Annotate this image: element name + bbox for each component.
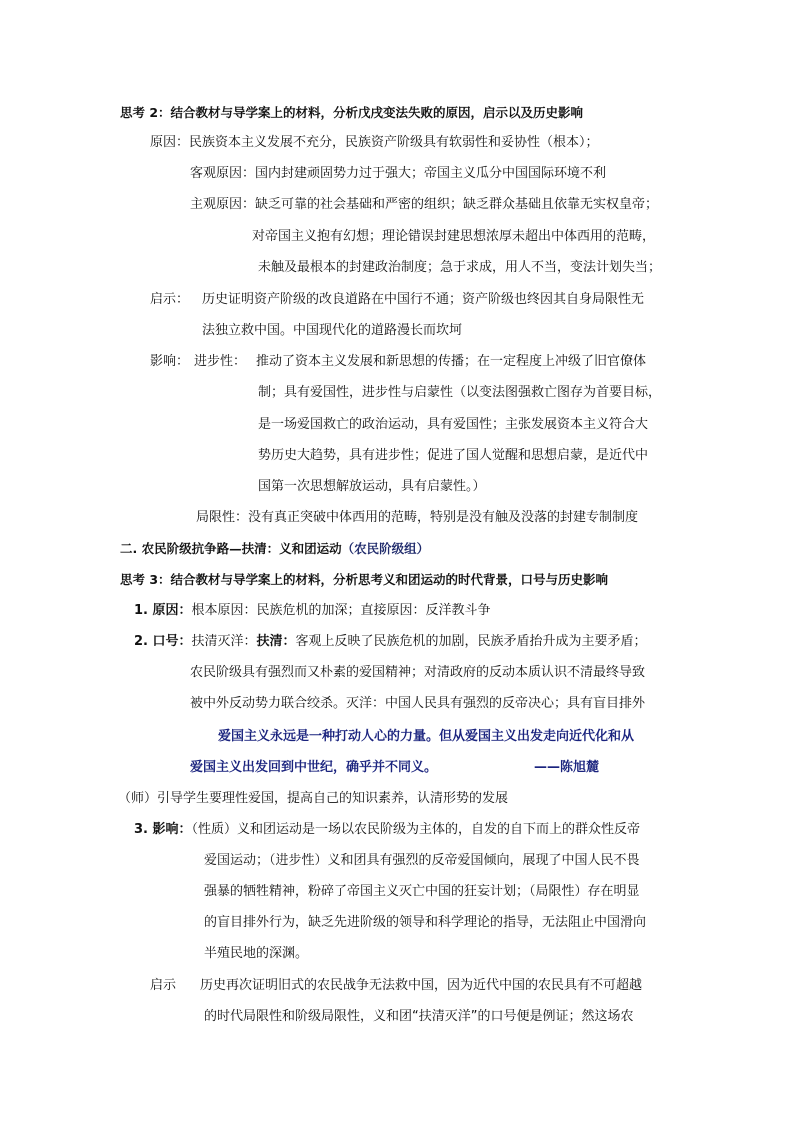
impact-line-3: 是一场爱国救亡的政治运动，具有爱国性；主张发展资本主义符合大 xyxy=(258,417,649,432)
slogan-line-3: 被中外反动势力联合绞杀。灭洋：中国人民具有强烈的反帝决心；具有盲目排外 xyxy=(190,696,646,711)
quote-line-1: 爱国主义永远是一种打动人心的力量。但从爱国主义出发走向近代化和从 xyxy=(218,729,635,744)
lesson-line-1: 历史证明资产阶级的改良道路在中国行不通；资产阶级也终因其自身局限性无 xyxy=(202,292,645,307)
think3-lesson-line-1: 历史再次证明旧式的农民战争无法救中国，因为近代中国的农民具有不可超越 xyxy=(200,978,643,993)
section2-heading-group: （农民阶级组） xyxy=(341,541,430,556)
effect-number: 3. 影响： xyxy=(134,822,192,837)
section2-heading-main: 二. 农民阶级抗争路—扶清：义和团运动 xyxy=(120,541,342,556)
slogan-line-2: 农民阶级具有强烈而又朴素的爱国精神；对清政府的反动本质认识不清最终导致 xyxy=(190,665,646,680)
cause-text: 根本原因：民族危机的加深；直接原因：反洋教斗争 xyxy=(191,603,491,618)
reasons-line-4: 对帝国主义抱有幻想；理论错误封建思想浓厚未超出中体西用的范畴， xyxy=(252,229,656,244)
impact-line-5: 国第一次思想解放运动，具有启蒙性。） xyxy=(258,479,486,494)
effect-line-5: 半殖民地的深渊。 xyxy=(204,946,309,961)
think3-lesson-line-2: 的时代局限性和阶级局限性，义和团“扶清灭洋”的口号便是例证；然这场农 xyxy=(204,1009,634,1024)
lesson-line-2: 法独立救中国。中国现代化的道路漫长而坎坷 xyxy=(202,323,463,338)
reasons-line-3: 主观原因：缺乏可靠的社会基础和严密的组织；缺乏群众基础且依靠无实权皇帝； xyxy=(190,197,659,212)
cause-line xyxy=(134,602,491,620)
slogan-number: 2. 口号： xyxy=(134,634,192,649)
quote-line-2: 爱国主义出发回到中世纪，确乎并不同义。 xyxy=(190,760,438,775)
slogan-title: 扶清灭洋： xyxy=(191,634,257,649)
lesson-label: 启示： xyxy=(150,292,190,307)
quote-author: ——陈旭麓 xyxy=(534,760,600,775)
slogan-line-1 xyxy=(134,633,647,651)
effect-line-3: 强暴的牺牲精神，粉碎了帝国主义灭亡中国的狂妄计划；（局限性）存在明显 xyxy=(204,884,640,899)
effect-text-1: （性质）义和团运动是一场以农民阶级为主体的，自发的自下而上的群众性反帝 xyxy=(191,822,641,837)
think2-heading: 思考 2：结合教材与导学案上的材料，分析戊戌变法失败的原因，启示以及历史影响 xyxy=(120,105,584,120)
think3-lesson-label: 启示 xyxy=(150,978,177,993)
progress-label: 进步性： xyxy=(194,354,247,369)
cause-number: 1. 原因： xyxy=(134,603,192,618)
slogan-text-1: 客观上反映了民族危机的加剧，民族矛盾抬升成为主要矛盾； xyxy=(295,634,647,649)
reasons-line-2: 客观原因：国内封建顽固势力过于强大；帝国主义瓜分中国国际环境不利 xyxy=(190,166,607,181)
reasons-line-1: 原因：民族资本主义发展不充分，民族资产阶级具有软弱性和妥协性（根本）； xyxy=(150,135,599,150)
impact-line-1: 推动了资本主义发展和新思想的传播；在一定程度上冲级了旧官僚体 xyxy=(256,354,647,369)
think3-heading: 思考 3：结合教材与导学案上的材料，分析思考义和团运动的时代背景，口号与历史影响 xyxy=(120,572,609,587)
effect-line-4: 的盲目排外行为，缺乏先进阶级的领导和科学理论的指导，无法阻止中国滑向 xyxy=(204,915,647,930)
effect-line-2: 爱国运动；（进步性）义和团具有强烈的反帝爱国倾向，展现了中国人民不畏 xyxy=(204,853,640,868)
effect-line-1 xyxy=(134,821,640,839)
reasons-line-5: 未触及最根本的封建政治制度；急于求成，用人不当，变法计划失当； xyxy=(258,260,662,275)
teacher-note: （师）引导学生要理性爱国，提高自己的知识素养，认清形势的发展 xyxy=(118,791,509,806)
impact-label: 影响： xyxy=(150,354,190,369)
impact-line-2: 制；具有爱国性，进步性与启蒙性（以变法图强救亡图存为首要目标， xyxy=(258,385,662,400)
section2-heading xyxy=(120,540,429,558)
slogan-fuqing: 扶清： xyxy=(256,634,296,649)
limit-line: 局限性：没有真正突破中体西用的范畴，特别是没有触及没落的封建专制制度 xyxy=(196,510,639,525)
impact-line-4: 势历史大趋势，具有进步性；促进了国人觉醒和思想启蒙，是近代中 xyxy=(258,448,649,463)
